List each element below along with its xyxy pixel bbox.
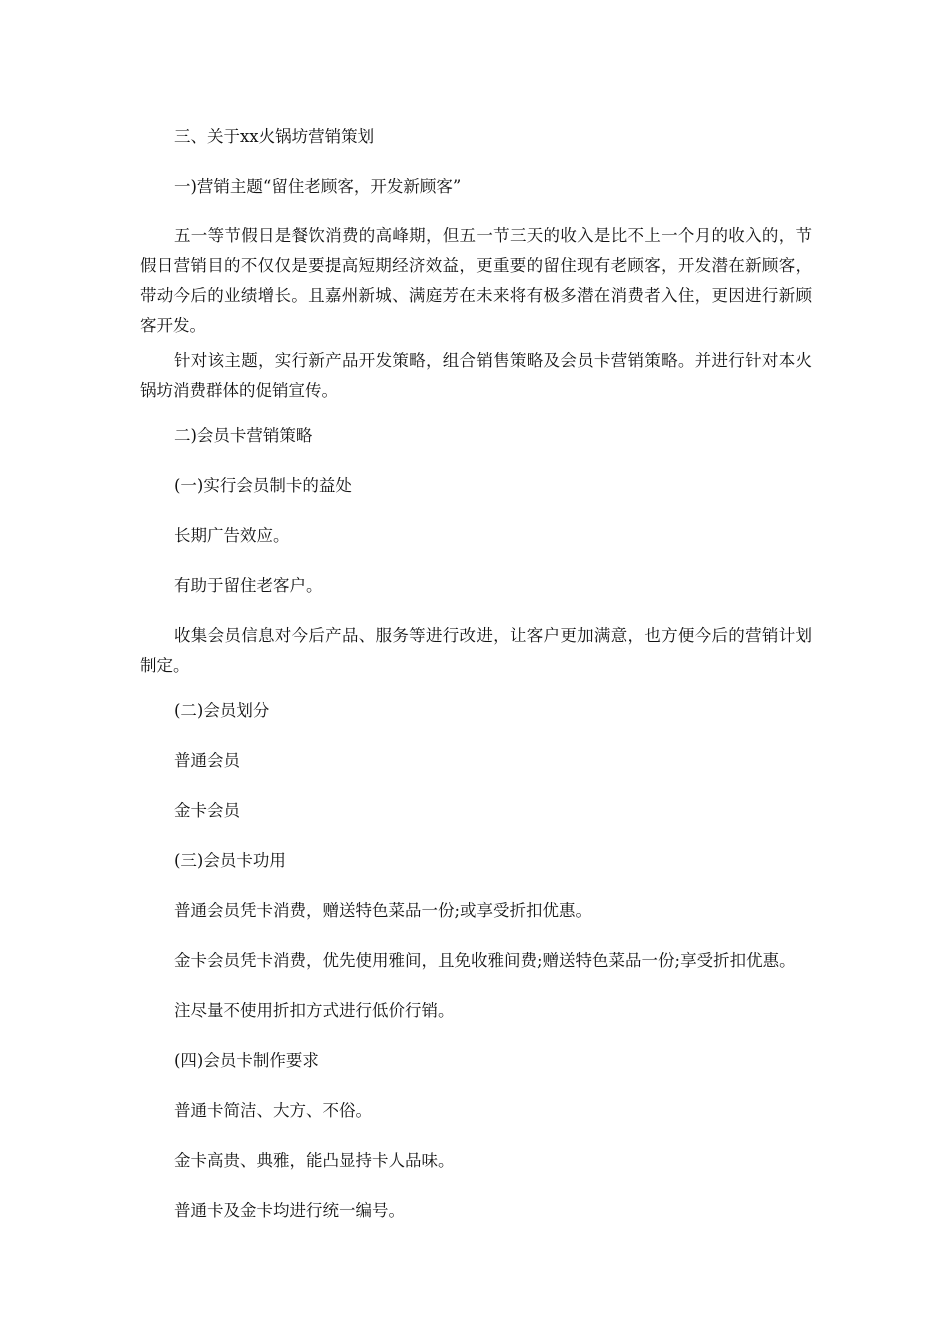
section-heading-3: 三、关于xx火锅坊营销策划	[174, 127, 375, 146]
subheading-card-functions: (三)会员卡功用	[174, 851, 286, 870]
subheading-member-tiers: (二)会员划分	[174, 701, 270, 720]
list-item-regular-member: 普通会员	[174, 751, 240, 770]
list-item-gold-card-function: 金卡会员凭卡消费，优先使用雅间，且免收雅间费;赠送特色菜品一份;享受折扣优惠。	[174, 951, 796, 970]
note-discount: 注尽量不使用折扣方式进行低价行销。	[174, 1001, 455, 1020]
list-item-regular-card-design: 普通卡简洁、大方、不俗。	[174, 1101, 372, 1120]
list-item-card-numbering: 普通卡及金卡均进行统一编号。	[174, 1201, 405, 1220]
subheading-card-requirements: (四)会员卡制作要求	[174, 1051, 319, 1070]
list-item-ad-effect: 长期广告效应。	[174, 526, 290, 545]
paragraph-holiday-marketing: 五一等节假日是餐饮消费的高峰期，但五一节三天的收入是比不上一个月的收入的，节假日营销目的不仅仅是要提高短期经济效益，更重要的留住现有老顾客，开发潜在新顾客，带动今后的业绩增长。且嘉州新城、满庭芳在未来将有极多潜在消费者入住，更因进行新顾客开发。	[140, 226, 812, 335]
subheading-membership-strategy: 二)会员卡营销策略	[174, 426, 313, 445]
subheading-marketing-theme: 一)营销主题“留住老顾客，开发新顾客”	[174, 177, 462, 196]
paragraph-strategy: 针对该主题，实行新产品开发策略，组合销售策略及会员卡营销策略。并进行针对本火锅坊消费群体的促销宣传。	[140, 351, 812, 400]
list-item-collect-info: 收集会员信息对今后产品、服务等进行改进，让客户更加满意，也方便今后的营销计划制定。	[140, 626, 812, 675]
list-item-retain-customers: 有助于留住老客户。	[174, 576, 323, 595]
list-item-gold-member: 金卡会员	[174, 801, 240, 820]
subheading-membership-benefits: (一)实行会员制卡的益处	[174, 476, 352, 495]
list-item-gold-card-design: 金卡高贵、典雅，能凸显持卡人品味。	[174, 1151, 455, 1170]
list-item-regular-card-function: 普通会员凭卡消费，赠送特色菜品一份;或享受折扣优惠。	[174, 901, 593, 920]
